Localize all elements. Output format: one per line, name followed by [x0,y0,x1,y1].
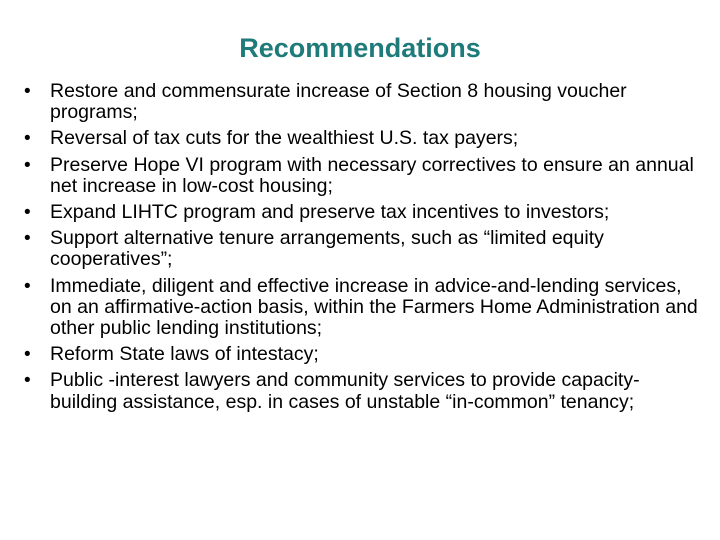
list-item-text: Support alternative tenure arrangements, such as “limited equity cooperatives”; [50,227,604,271]
list-item-text: Expand LIHTC program and preserve tax incentives to investors; [50,201,610,224]
bullet-icon: • [24,202,31,224]
bullet-icon: • [24,275,31,297]
bullet-icon: • [24,154,31,176]
list-item-text: Reform State laws of intestacy; [50,343,319,366]
list-item-text: Preserve Hope VI program with necessary correctives to ensure an annual net increase in low-cost housing; [50,153,694,197]
bullet-icon: • [24,228,31,250]
list-item [24,155,704,197]
list-item-text: Public -interest lawyers and community services to provide capacity-building assistance, esp. in cases of unstable “in-common” tenancy; [50,369,640,413]
list-item [24,370,704,412]
list-item [24,344,704,365]
list-item [24,202,704,223]
bullet-icon: • [24,81,31,102]
list-item [24,228,704,270]
list-item-text: Immediate, diligent and effective increase in advice-and-lending services, on an affirmative-action basis, within the Farmers Home Administration and other public lending institutions; [50,274,698,340]
list-item-text: Restore and commensurate increase of Section 8 housing voucher programs; [50,80,627,124]
list-item [24,81,704,123]
bullet-icon: • [24,128,31,150]
list-item-text: Reversal of tax cuts for the wealthiest U.S. tax payers; [50,127,519,150]
bullet-icon: • [24,344,31,366]
slide-title: Recommendations [239,33,481,63]
list-item [24,128,704,149]
recommendation-list [24,81,704,418]
list-item [24,276,704,340]
bullet-icon: • [24,370,31,392]
